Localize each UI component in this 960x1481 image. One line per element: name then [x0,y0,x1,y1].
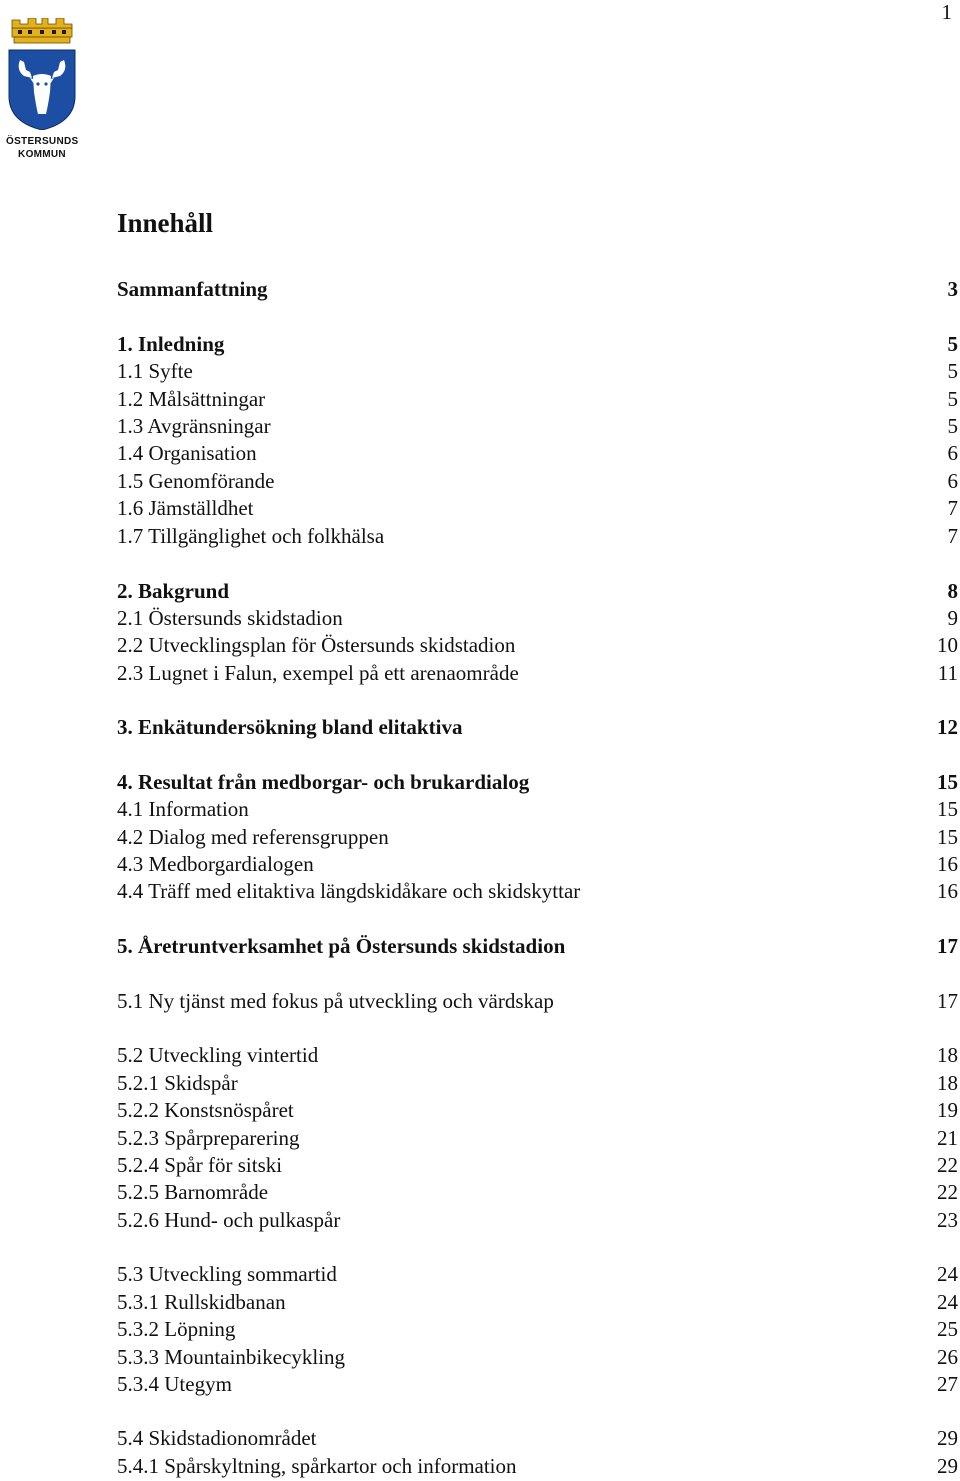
toc-entry-title: 4.3 Medborgardialogen [117,852,314,876]
toc-entry[interactable] [117,1344,960,1371]
toc-entry-title: 2.1 Östersunds skidstadion [117,606,343,630]
toc-entry[interactable] [117,824,960,851]
toc-entry-page: 15 [937,825,958,849]
toc-entry[interactable] [117,1152,960,1179]
toc-entry-title: 5.3.3 Mountainbikecykling [117,1345,346,1369]
toc-entry-page: 10 [937,633,958,657]
toc-entry-page: 26 [937,1345,958,1369]
toc-entry-page: 24 [937,1290,958,1314]
toc-entry-title: 5.3.4 Utegym [117,1372,232,1396]
toc-entry[interactable] [117,1453,960,1480]
toc-entry[interactable] [117,413,960,440]
toc-entry[interactable] [117,1425,960,1452]
toc-entry-title: Sammanfattning [117,277,268,301]
toc-entry-title: 4.2 Dialog med referensgruppen [117,825,389,849]
toc-entry[interactable] [117,1371,960,1398]
toc-entry[interactable] [117,386,960,413]
toc-entry-page: 9 [947,606,958,630]
toc-entry-title: 1.6 Jämställdhet [117,496,254,520]
toc-entry[interactable] [117,933,960,960]
toc-entry[interactable] [117,1316,960,1343]
toc-entry-page: 22 [937,1153,958,1177]
toc-entry-title: 5.2.3 Spårpreparering [117,1126,300,1150]
toc-entry-page: 3 [947,277,958,301]
toc-entry[interactable] [117,523,960,550]
toc-entry-title: 5.2.4 Spår för sitski [117,1153,283,1177]
toc-entry-title: 1. Inledning [117,332,225,356]
toc-entry-page: 5 [947,359,958,383]
toc-entry[interactable] [117,440,960,467]
toc-entry[interactable] [117,1125,960,1152]
toc-entry[interactable] [117,988,960,1015]
toc-entry-page: 27 [937,1372,958,1396]
toc-entry-title: 5.2 Utveckling vintertid [117,1043,319,1067]
toc-entry[interactable] [117,1179,960,1206]
toc-entry-page: 17 [937,934,958,958]
toc-entry[interactable] [117,1261,960,1288]
toc-entry-title: 5.4.1 Spårskyltning, spårkartor och information [117,1454,517,1478]
toc-entry-page: 5 [947,387,958,411]
toc-entry-page: 6 [947,469,958,493]
toc-entry[interactable] [117,1207,960,1234]
toc-entry-title: 1.2 Målsättningar [117,387,266,411]
toc-entry-page: 7 [947,524,958,548]
toc-entry-title: 1.1 Syfte [117,359,193,383]
toc-entry[interactable] [117,851,960,878]
page-number: 1 [941,0,952,24]
toc-entry[interactable] [117,358,960,385]
toc-entry-page: 21 [937,1126,958,1150]
toc-entry[interactable] [117,1289,960,1316]
toc-entry[interactable] [117,1042,960,1069]
toc-entry-title: 3. Enkätundersökning bland elitaktiva [117,715,463,739]
toc-entry[interactable] [117,276,960,303]
toc-entry-page: 5 [947,332,958,356]
toc-entry-title: 5.2.6 Hund- och pulkaspår [117,1208,341,1232]
toc-entry-page: 25 [937,1317,958,1341]
toc-entry-page: 29 [937,1426,958,1450]
toc-entry-page: 22 [937,1180,958,1204]
toc-entry[interactable] [117,495,960,522]
toc-entry-page: 17 [937,989,958,1013]
toc-entry[interactable] [117,1070,960,1097]
toc-entry-title: 2. Bakgrund [117,579,230,603]
toc-entry-page: 7 [947,496,958,520]
toc-entry-title: 1.7 Tillgänglighet och folkhälsa [117,524,385,548]
toc-entry-page: 6 [947,441,958,465]
toc-entry[interactable] [117,1097,960,1124]
toc-entry-title: 4.4 Träff med elitaktiva längdskidåkare och skidskyttar [117,879,581,903]
toc-entry-page: 12 [937,715,958,739]
toc-entry-title: 5.1 Ny tjänst med fokus på utveckling och värdskap [117,989,554,1013]
toc-entry[interactable] [117,578,960,605]
toc-entry-page: 15 [937,770,958,794]
toc-entry-page: 24 [937,1262,958,1286]
toc-entry-title: 2.3 Lugnet i Falun, exempel på ett arenaområde [117,661,519,685]
toc-entry-title: 4.1 Information [117,797,249,821]
toc-entry-page: 18 [937,1043,958,1067]
toc-entry[interactable] [117,769,960,796]
ostersunds-kommun-logo [6,18,78,160]
toc-entry-title: 1.3 Avgränsningar [117,414,271,438]
toc-entry-page: 23 [937,1208,958,1232]
municipal-crest-icon [6,18,78,130]
toc-entry-title: 5.3.2 Löpning [117,1317,236,1341]
toc-entry[interactable] [117,714,960,741]
toc-entry[interactable] [117,468,960,495]
toc-entry-page: 15 [937,797,958,821]
toc-entry-title: 4. Resultat från medborgar- och brukardialog [117,770,530,794]
toc-title: Innehåll [117,208,214,238]
logo-text-line2: KOMMUN [18,149,66,160]
toc-entry-title: 5.2.5 Barnområde [117,1180,269,1204]
toc-entry-page: 18 [937,1071,958,1095]
toc-entry[interactable] [117,331,960,358]
toc-entry-title: 5.3.1 Rullskidbanan [117,1290,286,1314]
toc-entry[interactable] [117,632,960,659]
toc-entry-title: 5.2.1 Skidspår [117,1071,238,1095]
toc-entry-title: 5.3 Utveckling sommartid [117,1262,337,1286]
toc-entry-title: 5.4 Skidstadionområdet [117,1426,317,1450]
toc-entry-title: 5.2.2 Konstsnöspåret [117,1098,294,1122]
toc-entry-page: 16 [937,879,958,903]
toc-entry[interactable] [117,605,960,632]
toc-entry[interactable] [117,796,960,823]
toc-entry-title: 1.5 Genomförande [117,469,275,493]
toc-entry-page: 29 [937,1454,958,1478]
logo-text-line1: ÖSTERSUNDS [6,136,79,147]
toc-entry-page: 19 [937,1098,958,1122]
toc-entry-page: 11 [937,661,958,685]
toc-entry-title: 1.4 Organisation [117,441,257,465]
toc-entry[interactable] [117,878,960,905]
toc-entry-page: 8 [947,579,958,603]
toc-entry-title: 2.2 Utvecklingsplan för Östersunds skidstadion [117,633,516,657]
toc-entry-title: 5. Åretruntverksamhet på Östersunds skidstadion [117,934,566,958]
toc-entry[interactable] [117,660,960,687]
toc-entry-page: 5 [947,414,958,438]
toc-entry-page: 16 [937,852,958,876]
